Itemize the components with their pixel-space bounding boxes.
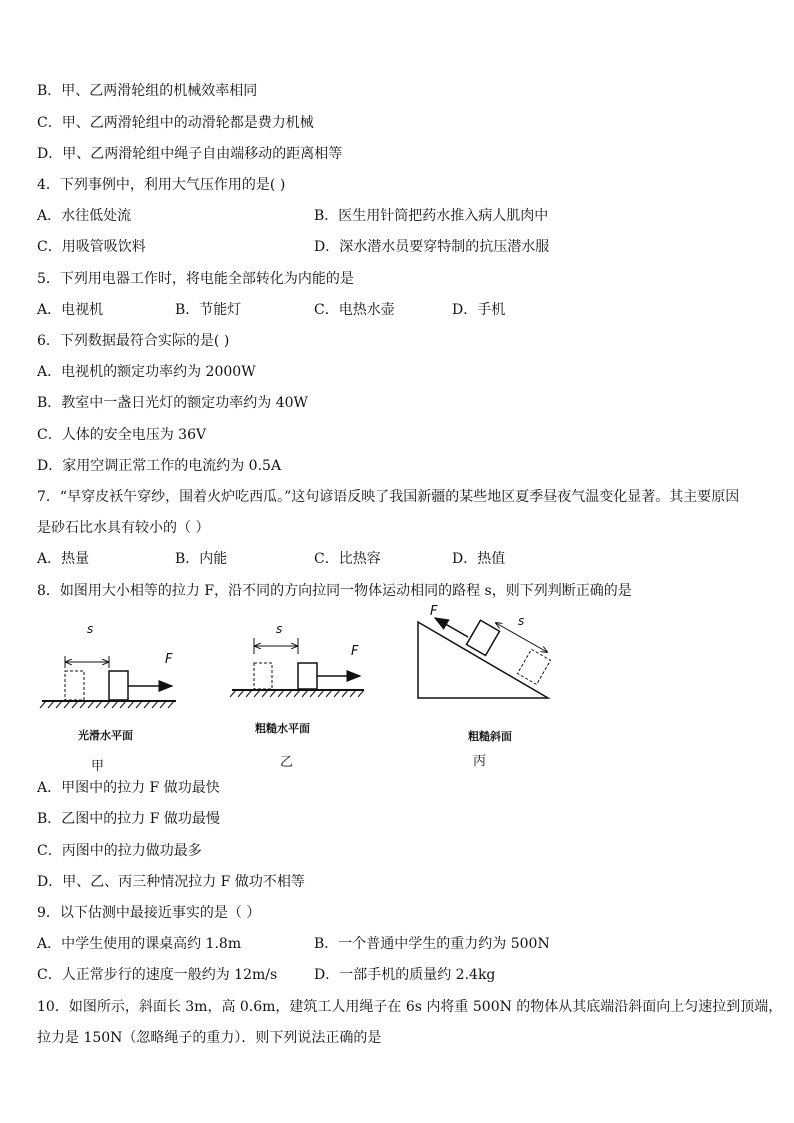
q9-option-c: C．人正常步行的速度一般约为 12m/s <box>37 967 278 983</box>
q7-option-d: D．热值 <box>452 551 506 567</box>
q8-figure <box>0 600 794 780</box>
q3-option-c: C．甲、乙两滑轮组中的动滑轮都是费力机械 <box>37 115 314 131</box>
jia-f-label: F <box>165 652 173 667</box>
q7-option-c: C．比热容 <box>314 551 381 567</box>
bing-f-label: F <box>430 604 438 619</box>
label-yi: 乙 <box>280 755 294 770</box>
caption-bing: 粗糙斜面 <box>468 730 512 743</box>
q3-option-b: B．甲、乙两滑轮组的机械效率相同 <box>37 83 258 99</box>
q5-option-d: D．手机 <box>452 302 506 318</box>
yi-s-label: s <box>276 622 283 636</box>
ground-hatch <box>40 701 174 708</box>
q6-option-c: C．人体的安全电压为 36V <box>37 427 207 443</box>
q8-diagram <box>0 600 794 780</box>
q6-option-b: B．教室中一盏日光灯的额定功率约为 40W <box>37 395 308 411</box>
q4-option-b: B．医生用针筒把药水推入病人肌肉中 <box>314 208 549 224</box>
caption-yi: 粗糙水平面 <box>255 722 310 735</box>
q9-stem: 9．以下估测中最接近事实的是（ ） <box>37 905 261 921</box>
q8-option-b: B．乙图中的拉力 F 做功最慢 <box>37 811 220 827</box>
label-jia: 甲 <box>91 759 105 774</box>
q9-option-d: D．一部手机的质量约 2.4kg <box>314 967 496 983</box>
caption-jia: 光滑水平面 <box>78 729 133 742</box>
block-start-dashed <box>517 649 550 684</box>
q7-stem-line2: 是砂石比水具有较小的（ ） <box>37 520 210 536</box>
q7-option-a: A．热量 <box>37 551 90 567</box>
q5-option-c: C．电热水壶 <box>314 302 395 318</box>
q9-option-a: A．中学生使用的课桌高约 1.8m <box>37 936 242 952</box>
block-start-dashed <box>65 671 84 700</box>
q10-stem-line2: 拉力是 150N（忽略绳子的重力）．则下列说法正确的是 <box>37 1030 382 1046</box>
q4-option-a: A．水往低处流 <box>37 208 132 224</box>
q4-option-d: D．深水潜水员要穿特制的抗压潜水服 <box>314 239 550 255</box>
q6-option-a: A．电视机的额定功率约为 2000W <box>37 364 256 380</box>
q5-option-a: A．电视机 <box>37 302 104 318</box>
q8-option-c: C．丙图中的拉力做功最多 <box>37 843 202 859</box>
q7-stem-line1: 7．“早穿皮袄午穿纱，围着火炉吃西瓜。”这句谚语反映了我国新疆的某些地区夏季昼夜气温变化显著。其主要原因 <box>37 489 740 505</box>
q5-stem: 5．下列用电器工作时，将电能全部转化为内能的是 <box>37 271 354 287</box>
diagram-jia <box>40 656 176 708</box>
q4-option-c: C．用吸管吸饮料 <box>37 239 146 255</box>
diagram-yi <box>230 638 364 697</box>
ground-hatch <box>230 690 364 697</box>
bing-s-label: s <box>518 614 525 628</box>
diagram-bing <box>418 618 551 698</box>
block <box>466 620 499 655</box>
q9-option-b: B．一个普通中学生的重力约为 500N <box>314 936 550 952</box>
block-start-dashed <box>254 663 272 689</box>
label-bing: 丙 <box>473 754 487 769</box>
q10-stem-line1: 10．如图所示，斜面长 3m，高 0.6m，建筑工人用绳子在 6s 内将重 500N 的物体从其底端沿斜面向上匀速拉到顶端， <box>37 999 783 1015</box>
block <box>109 671 128 700</box>
q8-stem: 8．如图用大小相等的拉力 F，沿不同的方向拉同一物体运动相同的路程 s，则下列判断正确的是 <box>37 583 632 599</box>
q3-option-d: D．甲、乙两滑轮组中绳子自由端移动的距离相等 <box>37 146 343 162</box>
block <box>298 663 317 689</box>
q6-option-d: D．家用空调正常工作的电流约为 0.5A <box>37 458 282 474</box>
q8-option-a: A．甲图中的拉力 F 做功最快 <box>37 780 220 796</box>
yi-f-label: F <box>351 644 359 659</box>
q4-stem: 4．下列事例中，利用大气压作用的是( ) <box>37 177 286 193</box>
q7-option-b: B．内能 <box>175 551 228 567</box>
q6-stem: 6．下列数据最符合实际的是( ) <box>37 333 230 349</box>
q8-option-d: D．甲、乙、丙三种情况拉力 F 做功不相等 <box>37 874 305 890</box>
q5-option-b: B．节能灯 <box>175 302 242 318</box>
jia-s-label: s <box>87 622 94 636</box>
